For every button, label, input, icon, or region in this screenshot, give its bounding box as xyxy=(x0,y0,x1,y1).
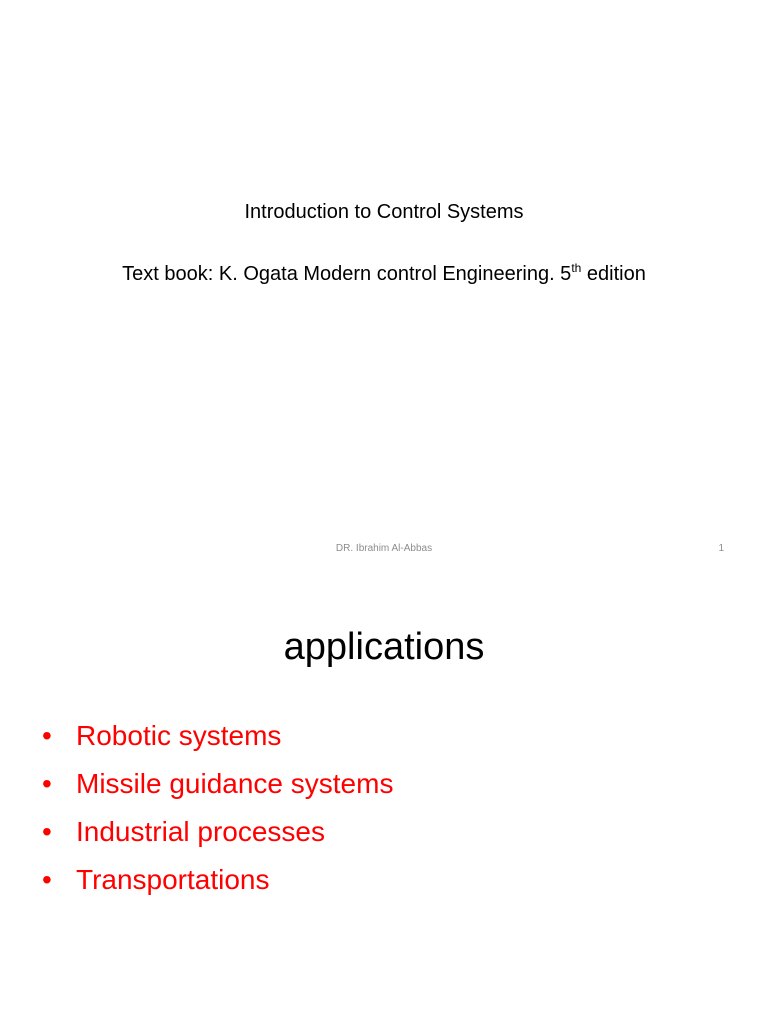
list-item xyxy=(40,862,393,910)
bullet-icon: • xyxy=(42,720,52,751)
textbook-text: Text book: K. Ogata Modern control Engineering. 5 xyxy=(122,263,572,285)
list-item xyxy=(40,718,393,766)
list-item-label: Transportations xyxy=(76,864,270,895)
slide-title: Introduction to Control Systems xyxy=(244,201,524,223)
list-item xyxy=(40,766,393,814)
edition-text: edition xyxy=(581,263,646,285)
slide-footer-author: DR. Ibrahim Al-Abbas xyxy=(335,543,433,554)
list-item-label: Missile guidance systems xyxy=(76,768,394,799)
edition-superscript: th xyxy=(571,261,582,275)
list-item-label: Industrial processes xyxy=(76,816,326,847)
list-item-label: Robotic systems xyxy=(76,720,282,751)
applications-list xyxy=(40,718,393,910)
bullet-icon: • xyxy=(42,768,52,799)
list-item xyxy=(40,814,393,862)
applications-heading: applications xyxy=(283,626,485,668)
bullet-icon: • xyxy=(42,864,52,895)
bullet-icon: • xyxy=(42,816,52,847)
textbook-reference xyxy=(0,262,768,286)
slide-2 xyxy=(0,576,768,1024)
slide-number: 1 xyxy=(718,543,724,554)
